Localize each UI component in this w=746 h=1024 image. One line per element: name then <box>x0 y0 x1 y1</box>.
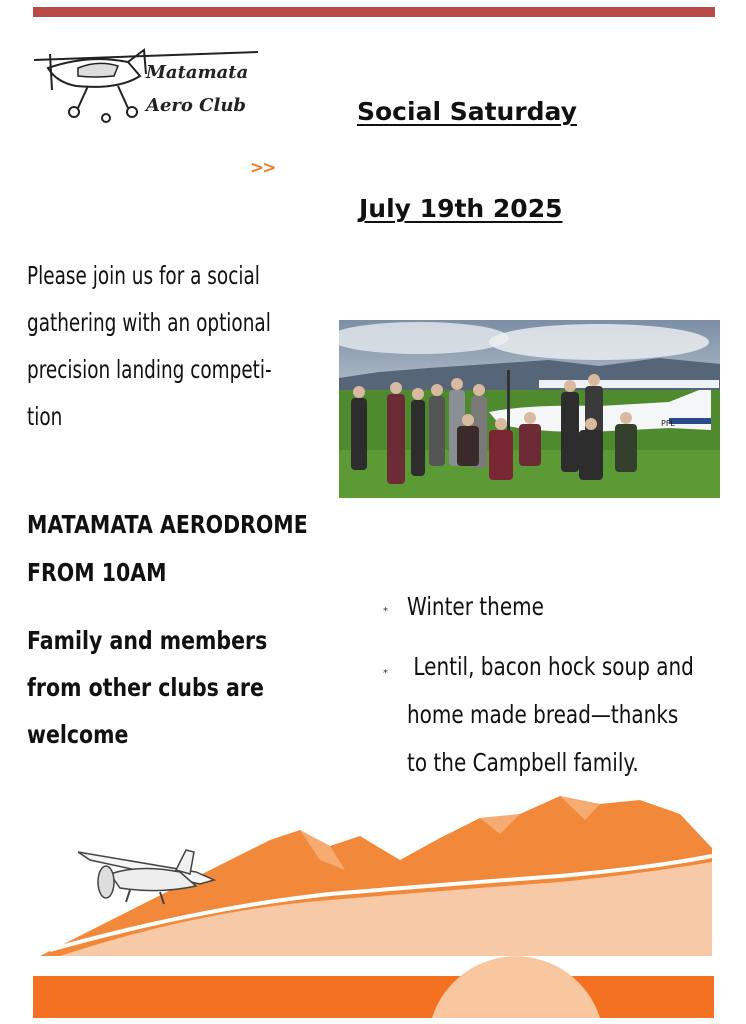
venue-name: MATAMATA AERODROME <box>27 510 308 539</box>
bullet-line: home made bread—thanks <box>407 700 679 729</box>
aircraft-registration: PFL <box>661 419 675 428</box>
welcome-line: welcome <box>27 720 129 749</box>
venue-time: FROM 10AM <box>27 558 167 587</box>
bullet-marker: * <box>383 606 388 617</box>
intro-paragraph <box>27 252 330 440</box>
intro-line: precision landing competi- <box>27 355 272 384</box>
welcome-message <box>27 617 267 758</box>
bullet-line: Winter theme <box>407 592 544 621</box>
chevron-decoration-icon: >> <box>250 158 275 178</box>
bullet-item-winter-theme <box>407 583 544 631</box>
logo-text-line2: Aero Club <box>146 95 247 116</box>
bullet-item-soup <box>407 643 694 787</box>
bullet-line: to the Campbell family. <box>407 748 639 777</box>
intro-line: gathering with an optional <box>27 308 271 337</box>
event-date: July 19th 2025 <box>359 194 563 223</box>
event-title: Social Saturday <box>357 97 577 126</box>
group-photo <box>339 320 720 498</box>
welcome-line: Family and members <box>27 626 268 655</box>
bullet-line: Lentil, bacon hock soup and <box>407 652 694 681</box>
intro-line: Please join us for a social <box>27 261 260 290</box>
welcome-line: from other clubs are <box>27 673 264 702</box>
top-rule <box>33 7 715 17</box>
intro-line: tion <box>27 402 63 431</box>
mountain-illustration <box>0 790 746 1024</box>
bullet-marker: * <box>383 668 388 679</box>
logo-text-line1: Matamata <box>146 62 249 83</box>
